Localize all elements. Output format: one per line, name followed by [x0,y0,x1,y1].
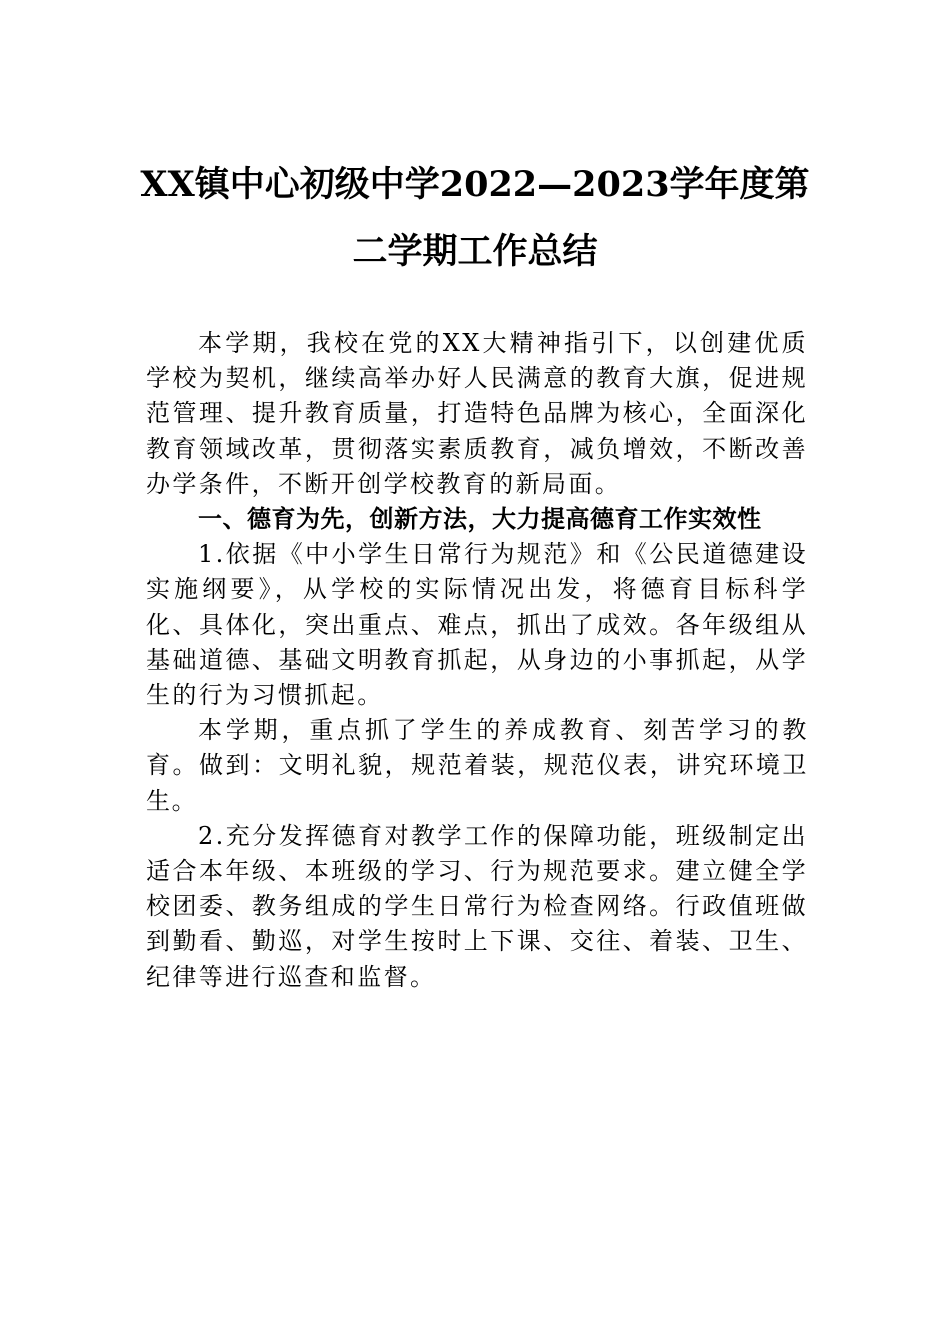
intro-paragraph: 本学期，我校在党的XX大精神指引下，以创建优质学校为契机，继续高举办好人民满意的教育大旗，促进规范管理、提升教育质量，打造特色品牌为核心，全面深化教育领域改革，贯彻落实素质教育，减负增效，不断改善办学条件，不断开创学校教育的新局面。 [146,329,808,498]
document-body [146,326,808,995]
document-title-line-1: XX镇中心初级中学2022—2023学年度第 [140,164,810,205]
paragraph-item-1: 1.依据《中小学生日常行为规范》和《公民道德建设实施纲要》，从学校的实际情况出发，将德育目标科学化、具体化，突出重点、难点，抓出了成效。各年级组从基础道德、基础文明教育抓起，从身边的小事抓起，从学生的行为习惯抓起。 [146,540,808,710]
paragraph-item-2: 2.充分发挥德育对教学工作的保障功能，班级制定出适合本年级、本班级的学习、行为规范要求。建立健全学校团委、教务组成的学生日常行为检查网络。行政值班做到勤看、勤巡，对学生按时上下课、交往、着装、卫生、纪律等进行巡查和监督。 [146,821,808,991]
section-heading-moral-education: 一、德育为先，创新方法，大力提高德育工作实效性 [198,505,762,534]
paragraph-habit-education: 本学期，重点抓了学生的养成教育、刻苦学习的教育。做到：文明礼貌，规范着装，规范仪表，讲究环境卫生。 [146,716,808,815]
document-title-line-2: 二学期工作总结 [352,231,598,272]
